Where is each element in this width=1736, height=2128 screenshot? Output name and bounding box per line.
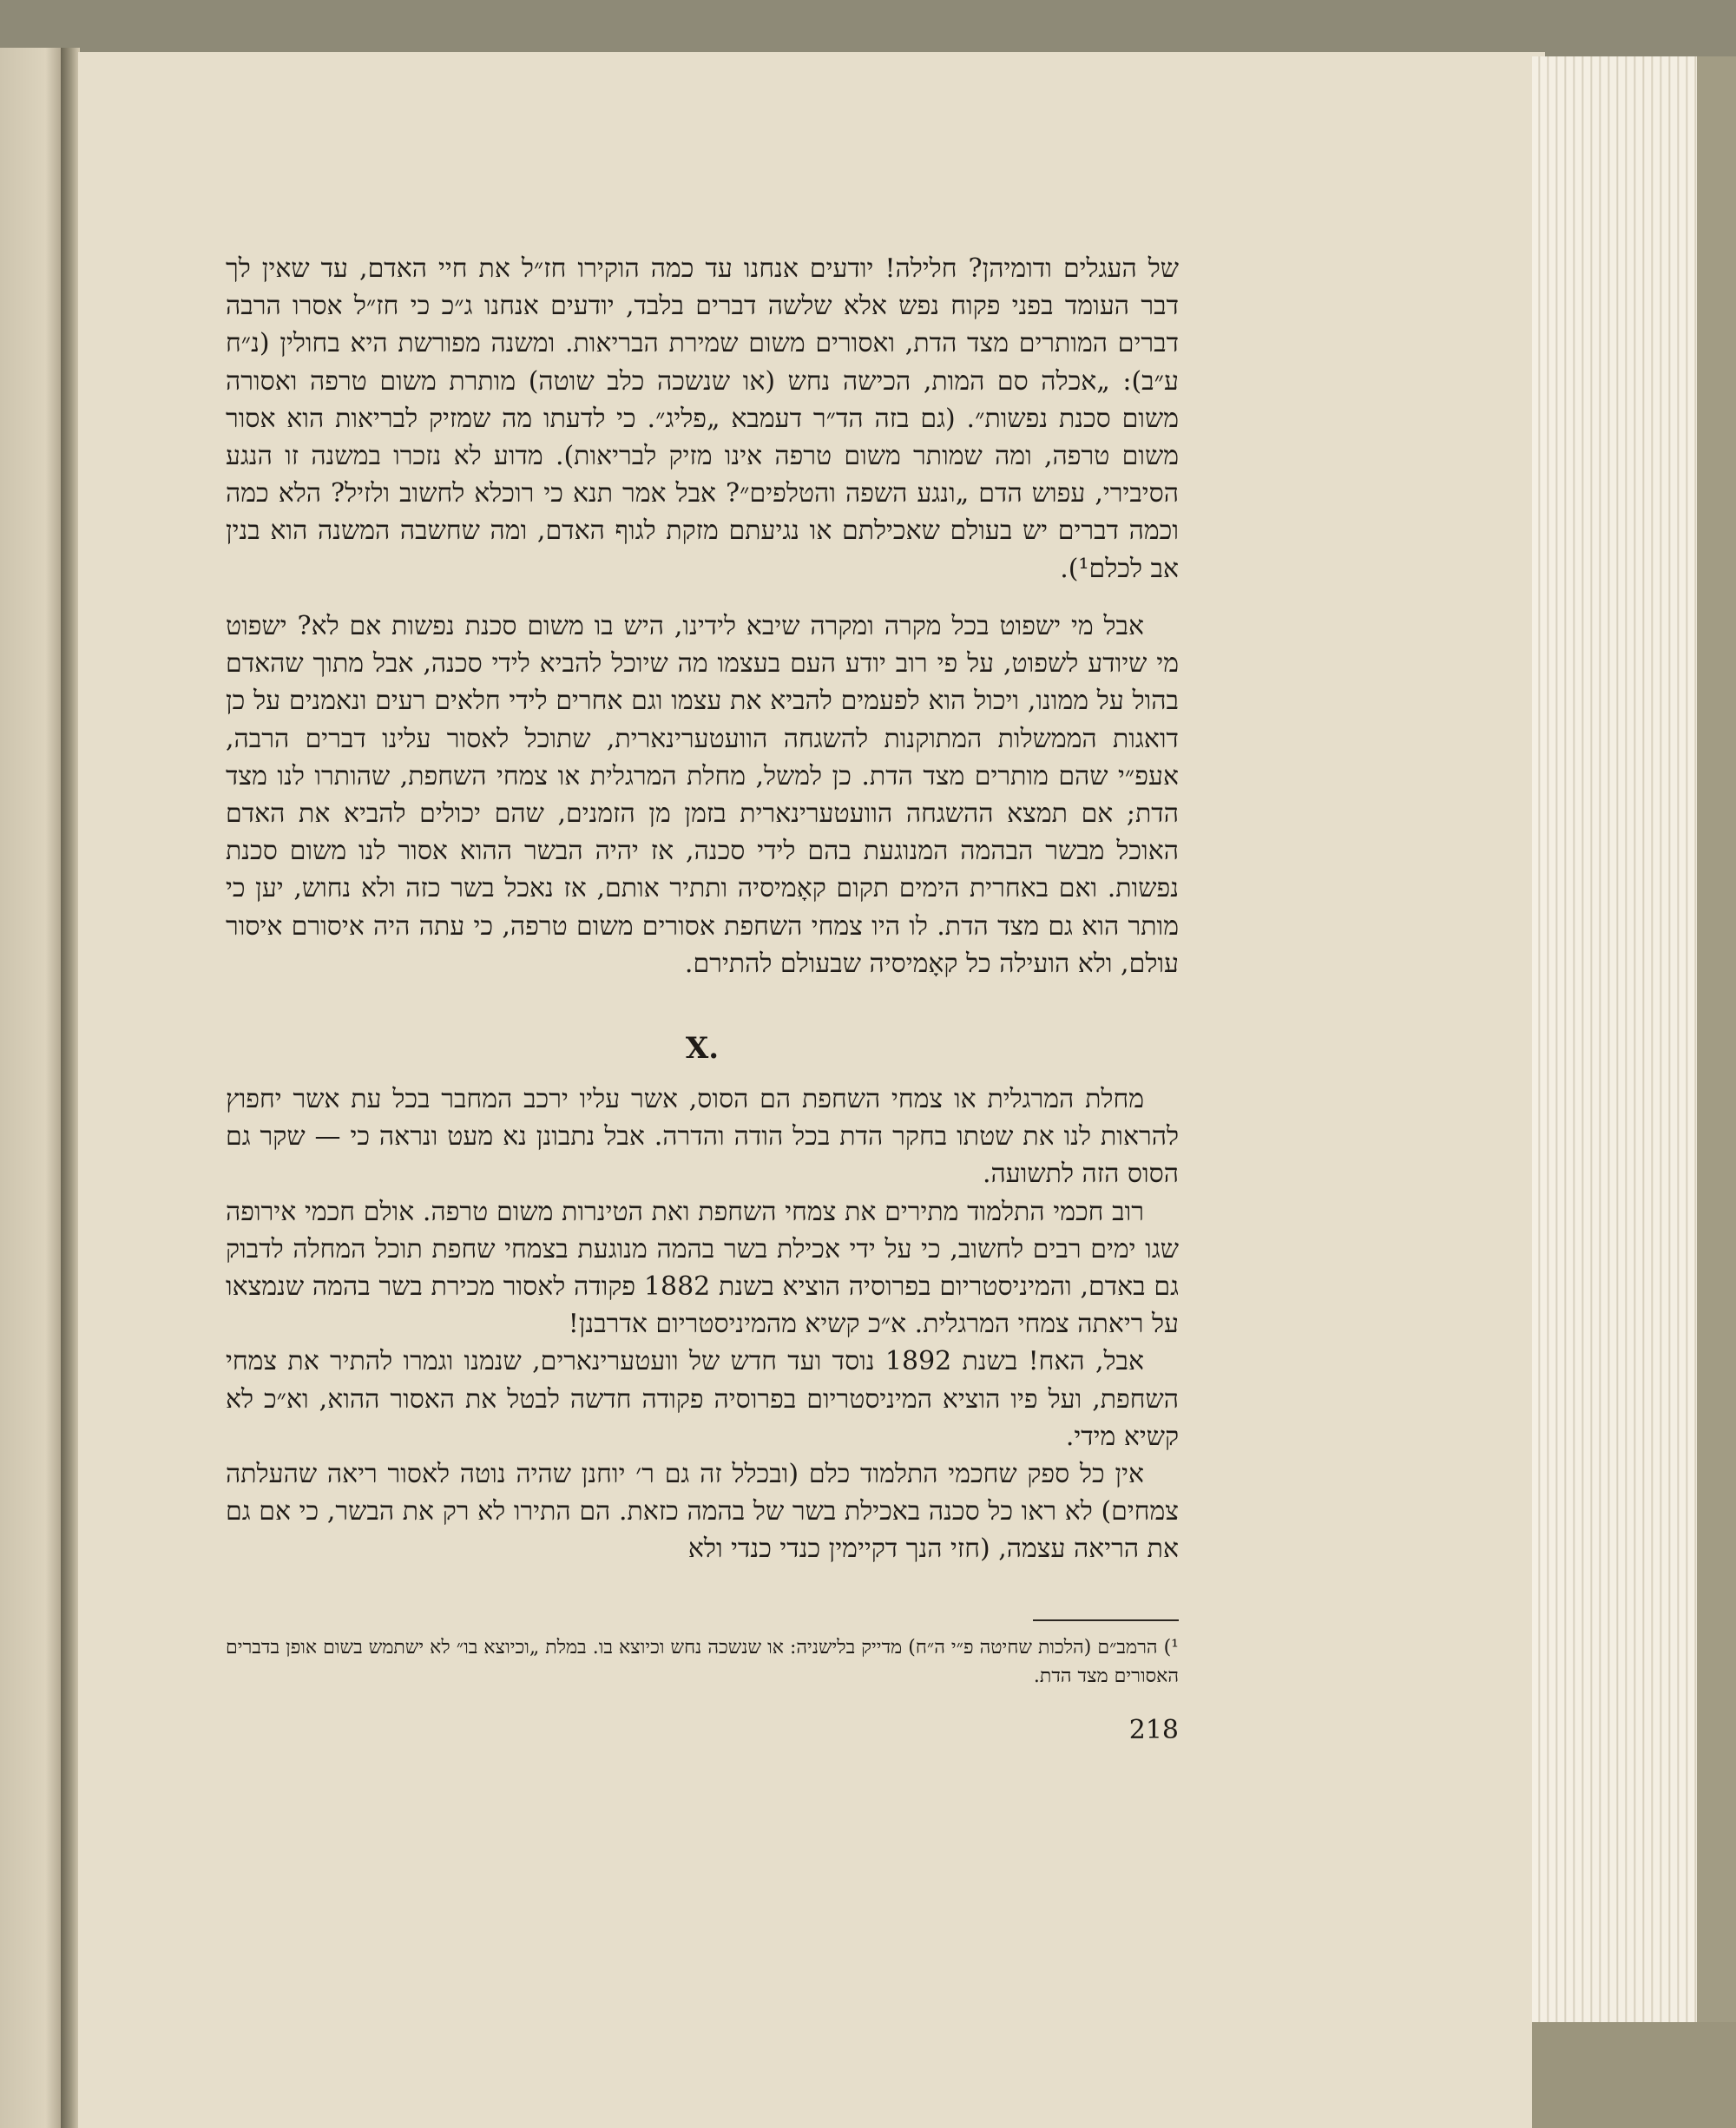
paragraph: מחלת המרגלית או צמחי השחפת הם הסוס, אשר עליו ירכב המחבר בכל עת אשר יחפוץ להראות לנו את שטתו בחקר הדת בכל הודה והדרה. אבל נתבונן נא מעט ונראה כי — שקר גם הסוס הזה לתשועה. [226,1084,1179,1190]
paragraph: של העגלים ודומיהן? חלילה! יודעים אנחנו עד כמה הוקירו חז״ל את חיי האדם, עד שאין לך דבר העומד בפני פקוח נפש אלא שלשה דברים בלבד, יודעים אנחנו ג״כ כי חז״ל אסרו הרבה דברים המותרים מצד הדת, ואסורים משום שמירת הבריאות. ומשנה מפורשת היא בחולין (נ״ח ע״ב): „אכלה סם המות, הכישה נחש (או שנשכה כלב שוטה) מותרת משום טרפה ואסורה משום סכנת נפשות״. (גם בזה הד״ר דעמבא „פליג״. כי לדעתו מה שמזיק לבריאות הוא אסור משום טרפה, ומה שמותר משום טרפה אינו מזיק לבריאות). מדוע לא נזכרו במשנה זו הנגע הסיבירי, עפוש הדם „ונגע השפה והטלפים״? אבל אמר תנא כי רוכלא לחשוב ולזיל? הלא כמה וכמה דברים יש בעולם שאכילתם או נגיעתם מזקת לגוף האדם, ומה שחשבה המשנה הוא בנין אב לכלם¹). [226,253,1180,584]
page-number: 218 [1128,1715,1179,1745]
body-text-middle [226,608,1179,982]
book-gutter [61,48,80,2128]
page-edges [1532,56,1710,2026]
paragraph: אבל מי ישפוט בכל מקרה ומקרה שיבא לידינו, היש בו משום סכנת נפשות אם לא? ישפוט מי שיודע לשפוט, על פי רוב יודע העם בעצמו מה שיוכל להביא לידי סכנה, אבל מתוך שהאדם בהול על ממונו, ויכול הוא לפעמים להביא את עצמו וגם אחרים לידי חלאים רעים ונאמנים על כן דואגות הממשלות המתוקנות להשגחה הוועטערינארית, שתוכל לאסור עלינו דברים הרבה, אעפ״י שהם מותרים מצד הדת. כן למשל, מחלת המרגלית או צמחי השחפת, שהותרו לנו מצד הדת; אם תמצא ההשגחה הוועטערינארית בזמן מן הזמנים, שהם יכולים להביא את האדם האוכל מבשר הבהמה המנוגעת בהם לידי סכנה, אז יהיה הבשר ההוא אסור לנו משום סכנת נפשות. ואם באחרית הימים תקום קאָמיסיה ותתיר אותם, אז נאכל בשר כזה ולא נחוש, יען כי מותר הוא גם מצד הדת. לו היו צמחי השחפת אסורים משום טרפה, כי עתה היה איסורם איסור עולם, ולא הועילה כל קאָמיסיה שבעולם להתירם. [226,611,1179,979]
section-heading: X. [685,1031,720,1066]
footnote: ¹) הרמב״ם (הלכות שחיטה פ״י ה״ח) מדייק בלישניה: או שנשכה נחש וכיוצא בו. במלת „וכיוצא בו״ לא ישתמש בשום אופן בדברים האסורים מצד הדת. [226,1637,1179,1687]
paragraph: אבל, האח! בשנת 1892 נוסד ועד חדש של וועטערינארים, שנמנו וגמרו להתיר את צמחי השחפת, ועל פיו הוציא המיניסטריום בפרוסיה פקודה חדשה לבטל את האסור ההוא, וא״כ לא קשיא מידי. [226,1346,1179,1452]
footnote-rule [1033,1619,1179,1621]
body-text-bottom [226,1080,1179,1568]
paragraph: אין כל ספק שחכמי התלמוד כלם (ובכלל זה גם ר׳ יוחנן שהיה נוטה לאסור ריאה שהעלתה צמחים) לא ראו כל סכנה באכילת בשר של בהמה כזאת. הם התירו לא רק את הבשר, כי אם גם את הריאה עצמה, (חזי הנך דקיימין כנדי כנדי ולא [226,1459,1179,1565]
book-cover-edge [1697,56,1736,2128]
paragraph: רוב חכמי התלמוד מתירים את צמחי השחפת ואת הטינרות משום טרפה. אולם חכמי אירופה שגו ימים רבים לחשוב, כי על ידי אכילת בשר בהמה מנוגעת בצמחי שחפת תוכל המחלה לדבוק גם באדם, והמיניסטריום בפרוסיה הוציא בשנת 1882 פקודה לאסור מכירת בשר בהמה שנמצאו על ריאתה צמחי המרגלית. א״כ קשיא מהמיניסטריום אדרבנן! [226,1196,1180,1340]
book-board-bottom [1532,2022,1736,2128]
body-text-top [226,250,1179,588]
left-page-edge [0,48,65,2128]
